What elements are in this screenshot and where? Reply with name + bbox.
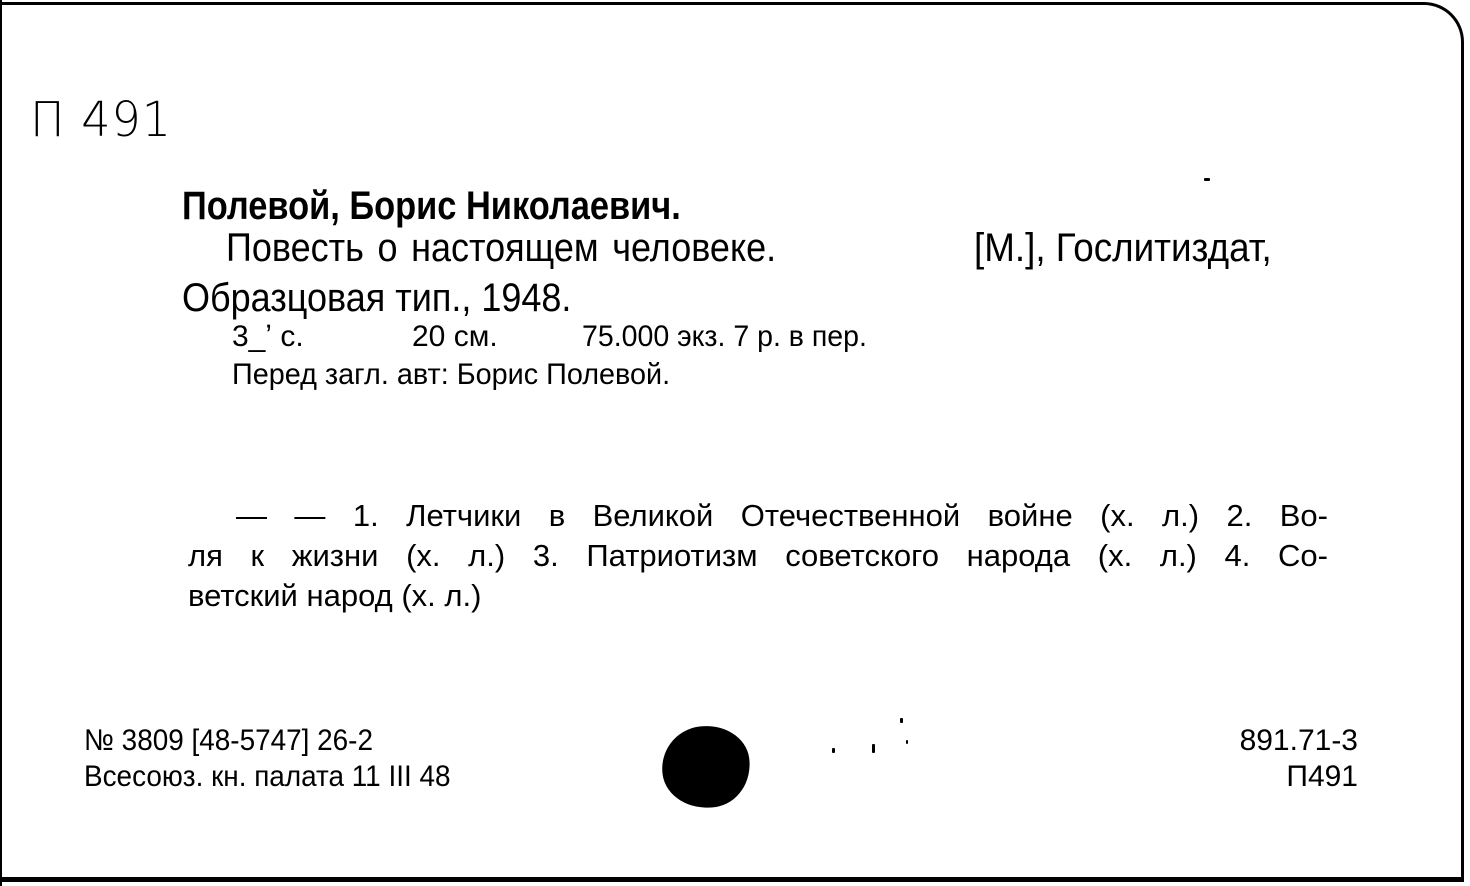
author-note: Перед загл. авт: Борис Полевой.	[232, 358, 671, 391]
registration-number: № 3809 [48-5747] 26-2	[84, 724, 373, 757]
subject-line: ля к жизни (х. л.) 3. Патриотизм советского народа (х. л.) 4. Со-	[188, 538, 1328, 573]
collation-print-run: 75.000 экз. 7 р. в пер.	[582, 320, 867, 353]
author-heading: Полевой, Борис Николаевич.	[182, 184, 681, 228]
ink-speck	[1204, 178, 1210, 181]
collation-size: 20 см.	[412, 320, 498, 353]
printer-year: Образцовая тип., 1948.	[182, 276, 572, 320]
handwritten-shelfmark: П 491	[30, 90, 173, 148]
book-chamber-stamp: Всесоюз. кн. палата 11 III 48	[84, 760, 451, 793]
subject-line: — — 1. Летчики в Великой Отечественной войне (х. л.) 2. Во-	[236, 498, 1328, 533]
ink-speck	[906, 740, 908, 744]
ink-speck	[872, 744, 875, 753]
book-title: Повесть о настоящем человеке.	[226, 226, 777, 270]
subject-line: ветский народ (х. л.)	[188, 578, 482, 613]
classification-code: 891.71-3	[1239, 724, 1358, 757]
ink-speck	[900, 718, 903, 723]
publisher: [М.], Гослитиздат,	[974, 226, 1272, 270]
cutter-number: П491	[1286, 760, 1358, 793]
subject-headings	[188, 496, 1328, 616]
ink-speck	[832, 748, 835, 753]
collation-pages: 3_ʼ с.	[232, 320, 304, 353]
